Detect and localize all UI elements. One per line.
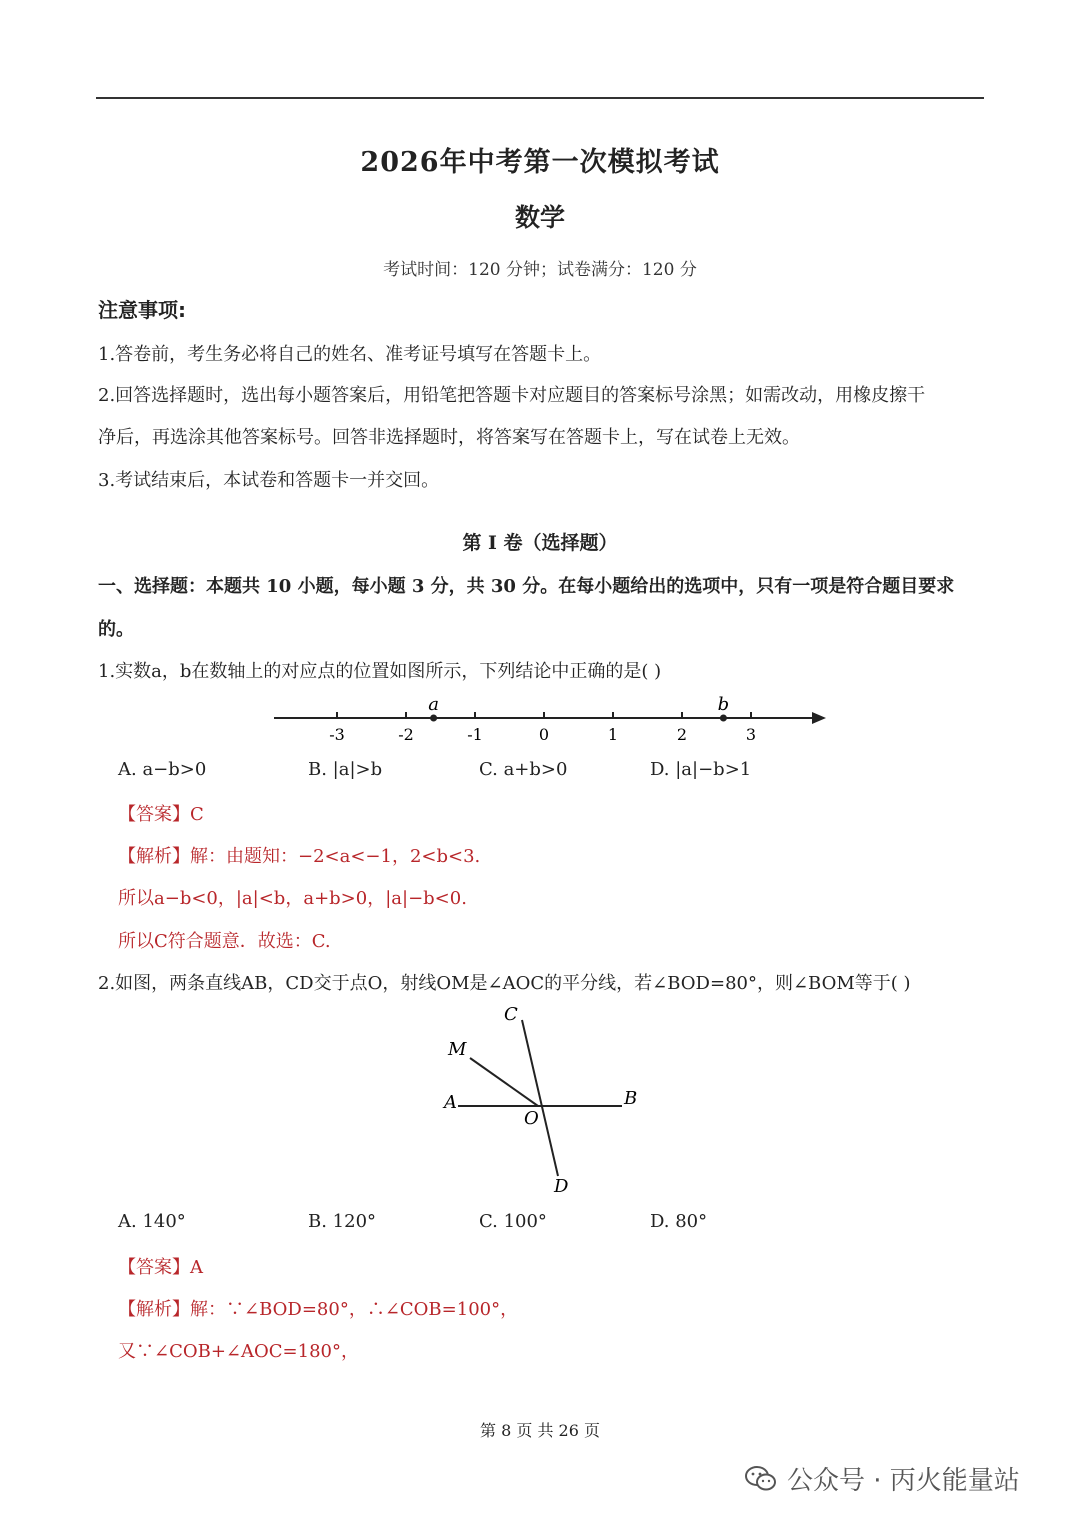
q1-analysis-3: 所以C符合题意．故选：C. [118,931,331,952]
top-rule [96,97,984,99]
tick-label: -1 [467,725,483,744]
section-title: 第 I 卷（选择题） [462,532,618,554]
label-m: M [448,1039,467,1060]
notice-heading: 注意事项: [98,298,186,322]
exam-meta: 考试时间：120 分钟；试卷满分：120 分 [383,260,697,280]
watermark [745,1460,1020,1497]
q1-number-line [260,690,840,750]
q2-option-a: A. 140° [118,1211,186,1232]
q2-option-d: D. 80° [650,1211,708,1232]
tick-label: -2 [398,725,414,744]
ray-om [470,1058,538,1106]
label-o: O [524,1108,539,1129]
point-a [430,715,437,722]
q2-figure [430,1000,650,1200]
exam-title: 2026年中考第一次模拟考试 [360,147,720,178]
q1-option-c: C. a+b>0 [479,759,568,780]
label-c: C [504,1004,518,1025]
watermark-text: 公众号 · 丙火能量站 [787,1466,1020,1496]
q1-answer: 【答案】C [118,804,204,825]
q2-analysis-1: 【解析】解：∵∠BOD=80°，∴∠COB=100°， [118,1299,519,1320]
label-b: B [624,1088,638,1109]
notice-item-2-cont: 净后，再选涂其他答案标号。回答非选择题时，将答案写在答题卡上，写在试卷上无效。 [98,427,800,448]
section-instruction: 一、选择题：本题共 10 小题，每小题 3 分，共 30 分。在每小题给出的选项中，只有一项是符合题目要求 [98,576,955,597]
q1-option-b: B. |a|>b [308,759,383,780]
point-b-label: b [717,694,730,715]
notice-item-1: 1.答卷前，考生务必将自己的姓名、准考证号填写在答题卡上。 [98,344,602,365]
page-footer: 第 8 页 共 26 页 [480,1421,600,1440]
q2-answer: 【答案】A [118,1257,203,1278]
q2-option-c: C. 100° [479,1211,547,1232]
q2-stem: 2.如图，两条直线AB，CD交于点O，射线OM是∠AOC的平分线，若∠BOD=80°，则∠BOM等于( ) [98,973,911,994]
tick-label: -3 [329,725,345,744]
section-instruction-cont: 的。 [98,619,134,640]
tick-label: 0 [538,725,550,744]
tick-label: 1 [607,725,619,744]
point-b [720,715,727,722]
q1-option-a: A. a−b>0 [118,759,207,780]
q2-option-b: B. 120° [308,1211,377,1232]
wechat-icon [745,1465,777,1493]
notice-item-3: 3.考试结束后，本试卷和答题卡一并交回。 [98,470,440,491]
point-a-label: a [428,694,439,715]
q1-analysis-1: 【解析】解：由题知：−2<a<−1，2<b<3. [118,846,481,867]
q1-option-d: D. |a|−b>1 [650,759,752,780]
q2-analysis-2: 又∵∠COB+∠AOC=180°， [118,1341,359,1362]
tick-label: 2 [676,725,688,744]
label-a: A [444,1092,457,1113]
exam-subject: 数学 [514,203,565,232]
notice-item-2: 2.回答选择题时，选出每小题答案后，用铅笔把答题卡对应题目的答案标号涂黑；如需改动，用橡皮擦干 [98,385,926,406]
tick-label: 3 [745,725,757,744]
label-d: D [554,1176,569,1197]
q1-stem: 1.实数a，b在数轴上的对应点的位置如图所示，下列结论中正确的是( ) [98,661,662,682]
q1-analysis-2: 所以a−b<0，|a|<b，a+b>0，|a|−b<0. [118,888,467,909]
number-line-arrow [812,712,826,724]
